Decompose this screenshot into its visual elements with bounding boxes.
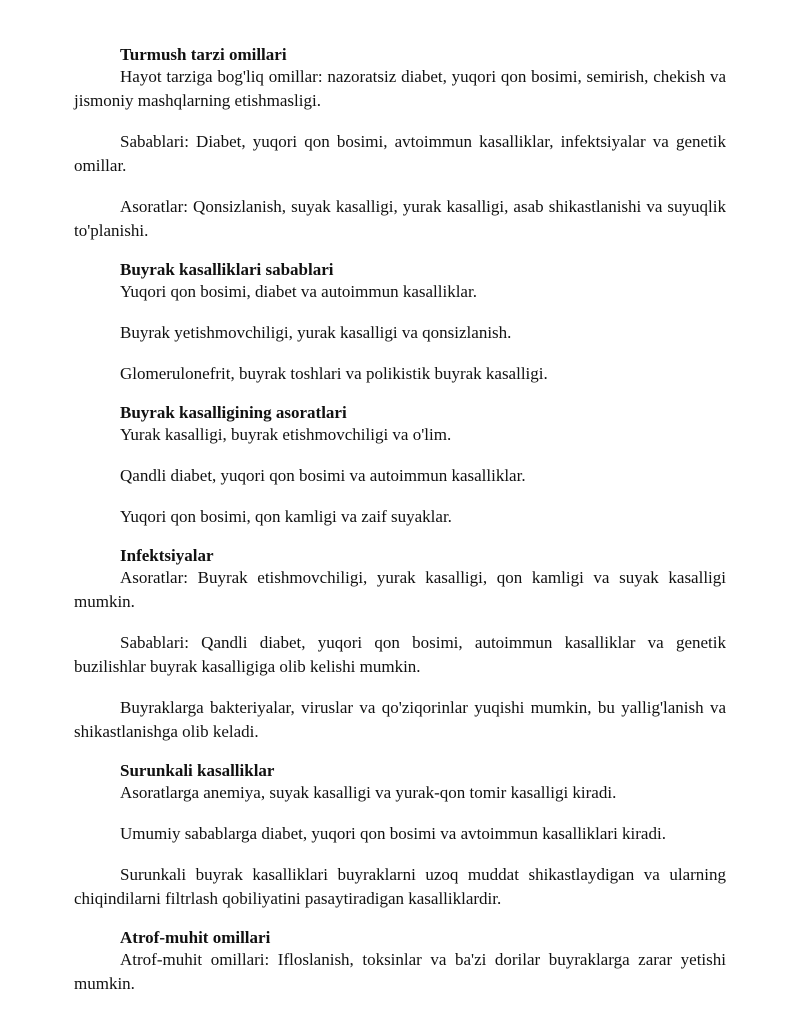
paragraph: Yuqori qon bosimi, qon kamligi va zaif suyaklar. [120, 507, 452, 526]
section-heading: Infektsiyalar [120, 546, 214, 565]
paragraph: Hayot tarziga bog'liq omillar: nazoratsiz diabet, yuqori qon bosimi, semirish, chekish va jismoniy mashqlarning etishmasligi. [74, 67, 726, 110]
paragraph: Sabablari: Diabet, yuqori qon bosimi, avtoimmun kasalliklar, infektsiyalar va genetik omillar. [74, 132, 726, 175]
paragraph: Yuqori qon bosimi, diabet va autoimmun kasalliklar. [120, 282, 477, 301]
paragraph: Qandli diabet, yuqori qon bosimi va autoimmun kasalliklar. [120, 466, 526, 485]
section-heading: Atrof-muhit omillari [120, 928, 271, 947]
paragraph: Atrof-muhit omillari: Ifloslanish, toksinlar va ba'zi dorilar buyraklarga zarar yetishi mumkin. [74, 950, 726, 993]
paragraph: Surunkali buyrak kasalliklari buyraklarni uzoq muddat shikastlaydigan va ularning chiqindilarni filtrlash qobiliyatini pasaytiradigan kasalliklardir. [74, 865, 726, 908]
section-kidney-disease-causes [74, 259, 726, 386]
paragraph: Buyraklarga bakteriyalar, viruslar va qo'ziqorinlar yuqishi mumkin, bu yallig'lanish va shikastlanishga olib keladi. [74, 698, 726, 741]
paragraph: Asoratlar: Qonsizlanish, suyak kasalligi, yurak kasalligi, asab shikastlanishi va suyuqlik to'planishi. [74, 197, 726, 240]
section-infections [74, 545, 726, 744]
paragraph: Yurak kasalligi, buyrak etishmovchiligi va o'lim. [120, 425, 452, 444]
paragraph: Asoratlar: Buyrak etishmovchiligi, yurak kasalligi, qon kamligi va suyak kasalligi mumkin. [74, 568, 726, 611]
section-lifestyle-factors [74, 44, 726, 243]
section-environmental-factors [74, 927, 726, 996]
section-heading: Turmush tarzi omillari [120, 45, 287, 64]
section-chronic-diseases [74, 760, 726, 911]
paragraph: Buyrak yetishmovchiligi, yurak kasalligi va qonsizlanish. [120, 323, 512, 342]
section-kidney-disease-complications [74, 402, 726, 529]
paragraph: Sabablari: Qandli diabet, yuqori qon bosimi, autoimmun kasalliklar va genetik buzilishlar buyrak kasalligiga olib kelishi mumkin. [74, 633, 726, 676]
section-heading: Surunkali kasalliklar [120, 761, 275, 780]
section-heading: Buyrak kasalligining asoratlari [120, 403, 347, 422]
paragraph: Glomerulonefrit, buyrak toshlari va polikistik buyrak kasalligi. [120, 364, 548, 383]
section-heading: Buyrak kasalliklari sabablari [120, 260, 334, 279]
paragraph: Umumiy sabablarga diabet, yuqori qon bosimi va avtoimmun kasalliklari kiradi. [120, 824, 666, 843]
paragraph: Asoratlarga anemiya, suyak kasalligi va yurak-qon tomir kasalligi kiradi. [120, 783, 617, 802]
